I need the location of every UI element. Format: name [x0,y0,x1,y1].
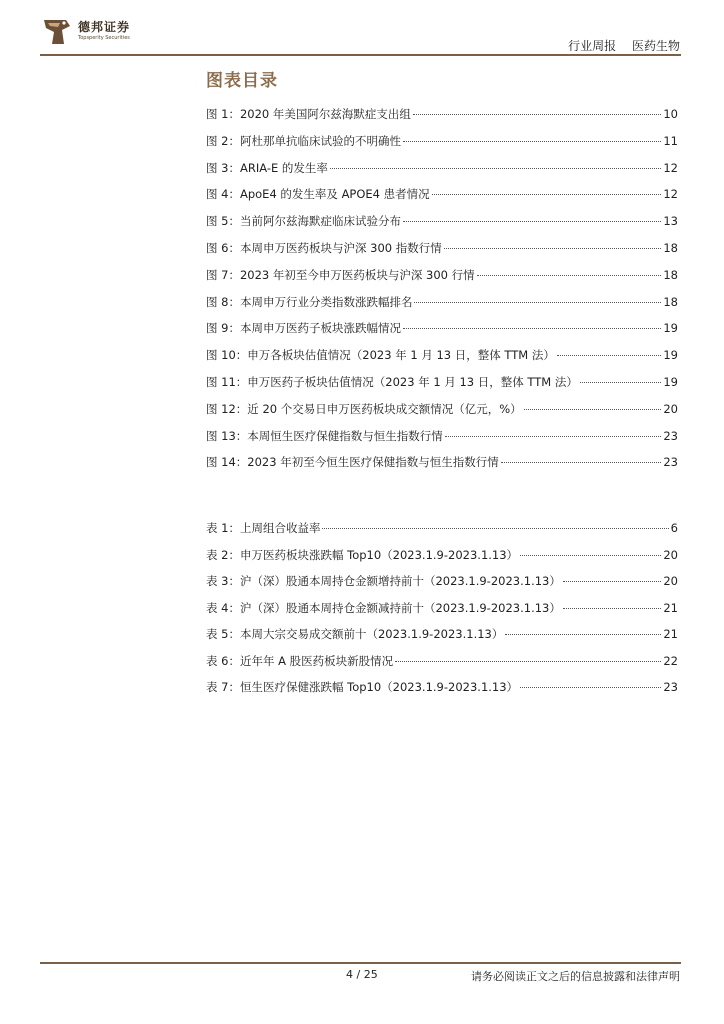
figure-entry[interactable] [206,106,678,133]
table-list [206,520,678,706]
figure-entry[interactable] [206,454,678,481]
figure-entry[interactable] [206,240,678,267]
company-logo [40,14,130,48]
figure-entry[interactable] [206,267,678,294]
page-header [0,0,724,60]
dot-leader [505,634,661,635]
table-entry[interactable] [206,626,678,653]
entry-label: 表 7：恒生医疗保健涨跌幅 Top10（2023.1.9-2023.1.13） [206,680,519,694]
entry-page: 6 [670,521,678,535]
dot-leader [520,687,661,688]
table-entry[interactable] [206,520,678,547]
entry-label: 表 1：上周组合收益率 [206,521,321,535]
entry-label: 图 2：阿杜那单抗临床试验的不明确性 [206,133,401,148]
figure-entry[interactable] [206,347,678,374]
entry-page: 20 [663,547,678,562]
disclaimer-note: 请务必阅读正文之后的信息披露和法律声明 [471,970,680,983]
table-entry[interactable] [206,600,678,627]
dot-leader [520,555,661,556]
entry-label: 图 5：当前阿尔兹海默症临床试验分布 [206,214,401,229]
dot-leader [413,114,661,115]
industry-tag: 医药生物 [631,39,680,53]
table-entry[interactable] [206,547,678,574]
entry-page: 12 [663,187,678,202]
entry-label: 表 6：近年年 A 股医药板块新股情况 [206,653,394,668]
entry-label: 图 9：本周申万医药子板块涨跌幅情况 [206,321,401,336]
figure-entry[interactable] [206,133,678,160]
entry-label: 表 5：本周大宗交易成交额前十（2023.1.9-2023.1.13） [206,627,504,641]
dot-leader [403,141,661,142]
entry-page: 23 [663,455,678,470]
dot-leader [580,382,661,383]
entry-label: 图 3：ARIA-E 的发生率 [206,160,328,175]
entry-page: 23 [663,428,678,443]
entry-label: 图 14：2023 年初至今恒生医疗保健指数与恒生指数行情 [206,455,499,470]
page-number: 4 / 25 [346,968,378,981]
dot-leader [403,221,661,222]
entry-label: 图 1：2020 年美国阿尔兹海默症支出组 [206,107,411,121]
dot-leader [444,248,662,249]
entry-label: 表 4：沪（深）股通本周持仓金额减持前十（2023.1.9-2023.1.13） [206,600,561,615]
figure-entry[interactable] [206,320,678,347]
entry-page: 11 [663,133,678,148]
entry-page: 19 [663,348,678,363]
dot-leader [414,302,661,303]
table-entry[interactable] [206,679,678,706]
figure-entry[interactable] [206,186,678,213]
table-entry[interactable] [206,653,678,680]
entry-page: 19 [663,374,678,389]
footer-divider [40,962,681,964]
entry-page: 12 [663,160,678,175]
figure-entry[interactable] [206,374,678,401]
entry-label: 图 6：本周申万医药板块与沪深 300 指数行情 [206,240,442,255]
dot-leader [557,355,661,356]
entry-label: 图 11：申万医药子板块估值情况（2023 年 1 月 13 日，整体 TTM 法） [206,374,578,389]
dot-leader [563,581,662,582]
entry-label: 表 2：申万医药板块涨跌幅 Top10（2023.1.9-2023.1.13） [206,547,519,562]
entry-page: 18 [663,240,678,255]
dot-leader [395,661,661,662]
dot-leader [477,275,662,276]
dot-leader [445,436,662,437]
figure-entry[interactable] [206,160,678,187]
logo-english-name: Topsperity Securities [78,35,130,41]
figure-entry[interactable] [206,401,678,428]
figure-entry[interactable] [206,294,678,321]
figure-entry[interactable] [206,428,678,455]
table-entry[interactable] [206,573,678,600]
entry-page: 13 [663,214,678,229]
entry-label: 图 4：ApoE4 的发生率及 APOE4 患者情况 [206,187,430,202]
entry-label: 图 7：2023 年初至今申万医药板块与沪深 300 行情 [206,267,475,282]
dot-leader [403,328,661,329]
entry-page: 23 [663,680,678,694]
dot-leader [330,168,661,169]
logo-chinese-name: 德邦证券 [78,20,131,34]
header-divider [40,54,681,56]
entry-page: 20 [663,574,678,588]
dot-leader [432,194,662,195]
entry-page: 22 [663,653,678,668]
entry-page: 19 [663,321,678,336]
report-type-tag: 行业周报 [568,39,617,53]
entry-page: 20 [663,401,678,416]
dot-leader [563,608,662,609]
section-title: 图表目录 [206,71,278,91]
entry-label: 图 10：申万各板块估值情况（2023 年 1 月 13 日，整体 TTM 法） [206,348,555,363]
entry-label: 表 3：沪（深）股通本周持仓金额增持前十（2023.1.9-2023.1.13） [206,574,561,588]
figure-entry[interactable] [206,213,678,240]
dot-leader [501,462,662,463]
header-tags [568,37,680,54]
entry-label: 图 12：近 20 个交易日申万医药板块成交额情况（亿元，%） [206,401,522,416]
entry-page: 10 [663,107,678,121]
company-logo-icon [40,14,74,48]
dot-leader [322,528,668,529]
entry-label: 图 8：本周申万行业分类指数涨跌幅排名 [206,294,413,309]
entry-page: 21 [663,600,678,615]
entry-label: 图 13：本周恒生医疗保健指数与恒生指数行情 [206,428,443,443]
dot-leader [524,409,662,410]
entry-page: 18 [663,267,678,282]
figure-list [206,106,678,481]
entry-page: 21 [663,627,678,641]
entry-page: 18 [663,294,678,309]
